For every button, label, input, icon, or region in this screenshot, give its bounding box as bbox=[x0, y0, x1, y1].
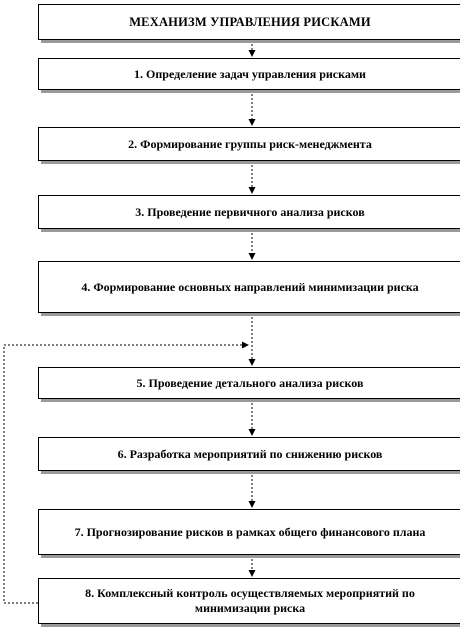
step-8-text: 8. Комплексный контроль осуществляемых мероприятий по минимизации риска bbox=[85, 586, 415, 615]
step-8-box bbox=[38, 578, 460, 624]
step-3-text: 3. Проведение первичного анализа рисков bbox=[135, 204, 365, 219]
step-7-box bbox=[38, 509, 460, 555]
step-2-text: 2. Формирование группы риск-менеджмента bbox=[128, 136, 372, 151]
diagram-title-text: МЕХАНИЗМ УПРАВЛЕНИЯ РИСКАМИ bbox=[129, 14, 371, 29]
step-1-box bbox=[38, 58, 460, 90]
step-5-text: 5. Проведение детального анализа рисков bbox=[136, 375, 364, 390]
step-3-box bbox=[38, 195, 460, 229]
diagram-title bbox=[38, 4, 460, 40]
step-7-text: 7. Прогнозирование рисков в рамках общего финансового плана bbox=[74, 524, 426, 539]
step-2-box bbox=[38, 127, 460, 161]
step-6-text: 6. Разработка мероприятий по снижению рисков bbox=[117, 446, 383, 461]
step-4-text: 4. Формирование основных направлений минимизации риска bbox=[81, 279, 419, 294]
step-1-text: 1. Определение задач управления рисками bbox=[134, 66, 366, 81]
step-4-box bbox=[38, 261, 460, 313]
step-5-box bbox=[38, 367, 460, 399]
step-6-box bbox=[38, 437, 460, 471]
